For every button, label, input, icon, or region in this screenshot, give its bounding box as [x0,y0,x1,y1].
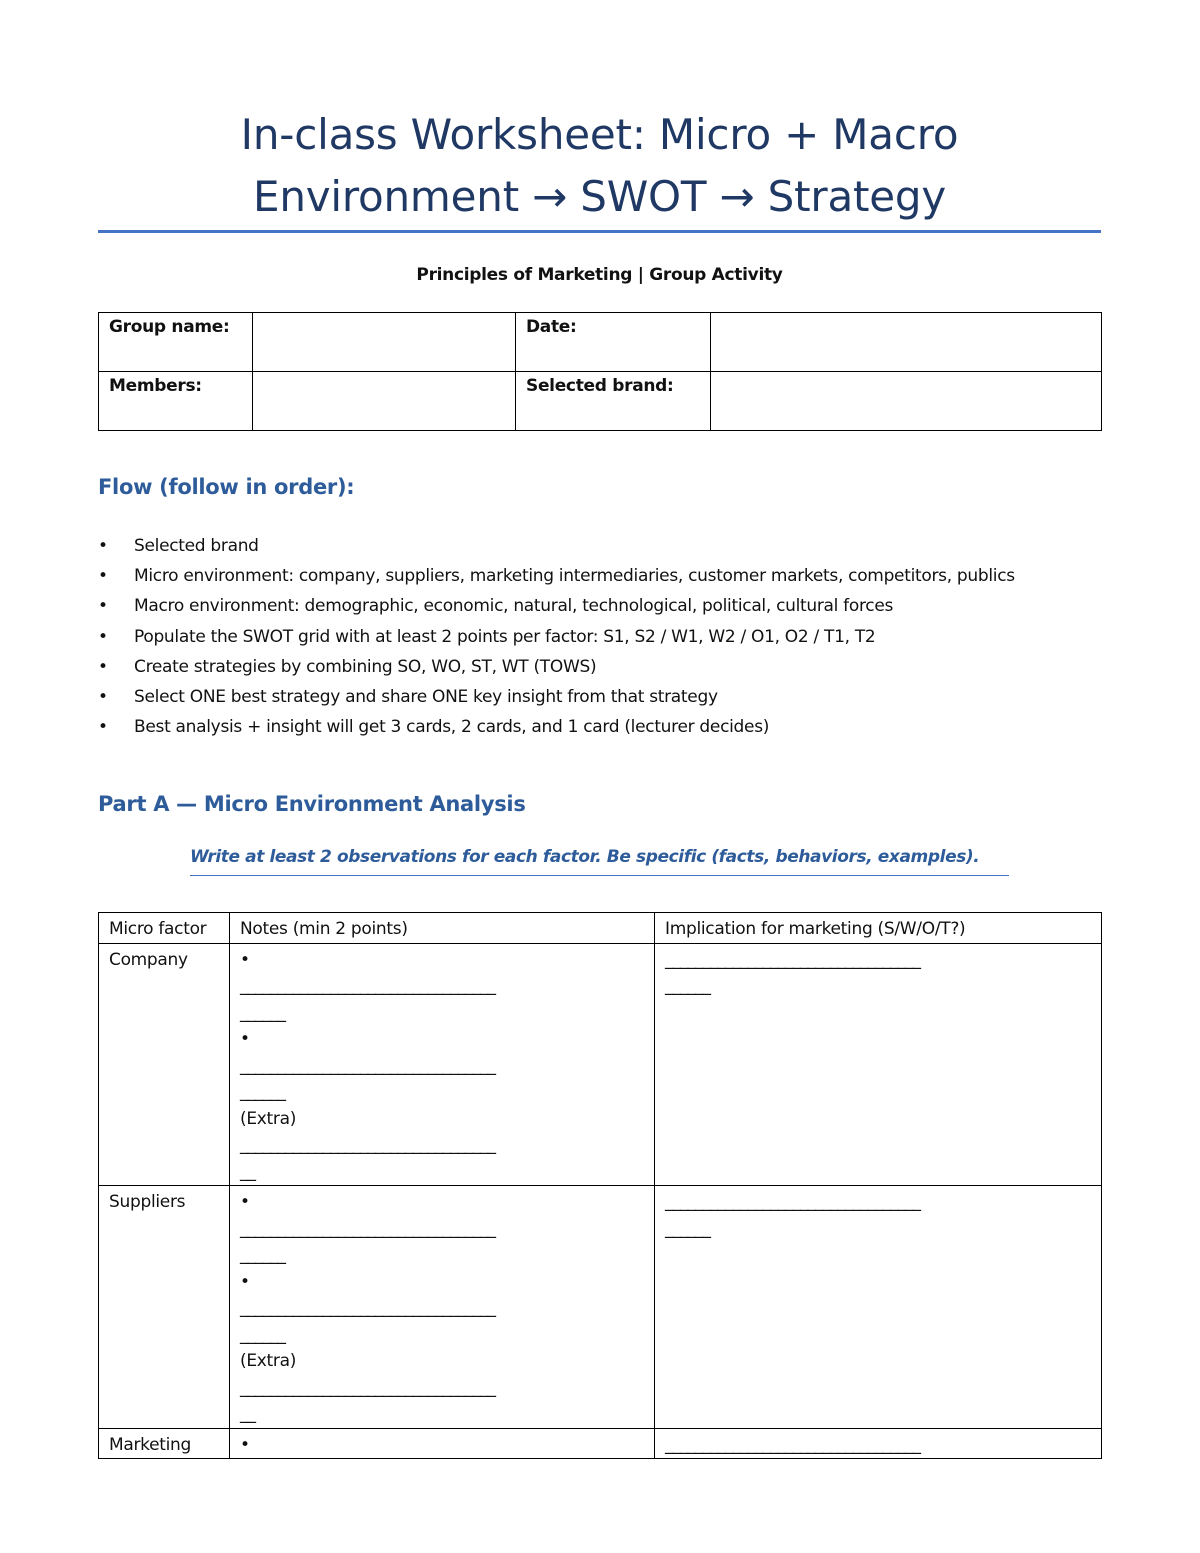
blank-line[interactable]: __________________________________ [665,1192,920,1212]
implication-cell[interactable] [655,1186,1102,1429]
flow-item: • Populate the SWOT grid with at least 2 points per factor: S1, S2 / W1, W2 / O1, O2 / T1, T2 [98,622,1015,652]
bullet: • [240,949,250,970]
factor-name: Company [99,943,230,1186]
title-underline [98,230,1101,233]
selected-brand-field[interactable] [711,372,1102,431]
title-line-1: In-class Worksheet: Micro + Macro [240,110,959,159]
blank-line[interactable]: __ [240,1161,255,1182]
blank-line[interactable]: __________________________________ [240,1055,495,1076]
blank-line[interactable]: ______ [665,1218,710,1239]
blank-line[interactable]: __________________________________ [240,1135,495,1155]
column-header-micro-factor: Micro factor [99,913,230,944]
notes-cell[interactable] [230,943,655,1186]
table-row [99,1428,1102,1459]
notes-cell[interactable] [230,1428,655,1459]
members-label: Members: [99,372,253,431]
flow-list [98,531,1015,742]
blank-line[interactable]: ______ [240,1245,285,1265]
bullet: • [240,1271,250,1292]
info-row-members [99,372,1102,431]
date-label: Date: [516,313,711,372]
blank-line[interactable]: ______ [240,1002,285,1023]
bullet: • [240,1434,250,1455]
flow-item: • Select ONE best strategy and share ONE key insight from that strategy [98,682,1015,712]
selected-brand-label: Selected brand: [516,372,711,431]
implication-cell[interactable] [655,1428,1102,1459]
info-row-group [99,313,1102,372]
micro-factor-table [98,912,1102,1459]
extra-label: (Extra) [240,1351,297,1371]
factor-name: Suppliers [99,1186,230,1429]
flow-item: • Micro environment: company, suppliers, marketing intermediaries, customer markets, competitors, publics [98,561,1015,591]
flow-item: • Macro environment: demographic, economic, natural, technological, political, cultural forces [98,591,1015,621]
extra-label: (Extra) [240,1108,297,1129]
blank-line[interactable]: ______ [240,1082,285,1102]
bullet: • [240,1192,250,1212]
group-name-label: Group name: [99,313,253,372]
members-field[interactable] [253,372,516,431]
blank-line[interactable]: __________________________________ [240,1218,495,1239]
blank-line[interactable]: __________________________________ [240,976,495,996]
part-a-heading: Part A — Micro Environment Analysis [98,792,526,816]
blank-line[interactable]: __ [240,1404,255,1424]
group-info-table [98,312,1102,431]
flow-item: • Best analysis + insight will get 3 cards, 2 cards, and 1 card (lecturer decides) [98,712,1015,742]
flow-heading: Flow (follow in order): [98,475,355,499]
blank-line[interactable]: __________________________________ [665,1434,920,1455]
group-name-field[interactable] [253,313,516,372]
column-header-notes: Notes (min 2 points) [230,913,655,944]
course-subtitle: Principles of Marketing | Group Activity [416,265,783,285]
flow-item: • Create strategies by combining SO, WO, ST, WT (TOWS) [98,652,1015,682]
page-title [98,104,1101,228]
blank-line[interactable]: ______ [240,1324,285,1345]
table-row [99,1186,1102,1429]
blank-line[interactable]: ______ [665,976,710,996]
column-header-implication: Implication for marketing (S/W/O/T?) [655,913,1102,944]
table-row [99,943,1102,1186]
implication-cell[interactable] [655,943,1102,1186]
blank-line[interactable]: __________________________________ [240,1298,495,1318]
bullet: • [240,1029,250,1049]
blank-line[interactable]: __________________________________ [665,949,920,970]
blank-line[interactable]: __________________________________ [240,1377,495,1398]
notes-cell[interactable] [230,1186,655,1429]
title-line-2: Environment → SWOT → Strategy [252,172,947,221]
flow-item: • Selected brand [98,531,1015,561]
part-a-instruction: Write at least 2 observations for each factor. Be specific (facts, behaviors, examples). [190,847,1009,876]
factor-name: Marketing [99,1428,230,1459]
table-header-row [99,913,1102,944]
date-field[interactable] [711,313,1102,372]
